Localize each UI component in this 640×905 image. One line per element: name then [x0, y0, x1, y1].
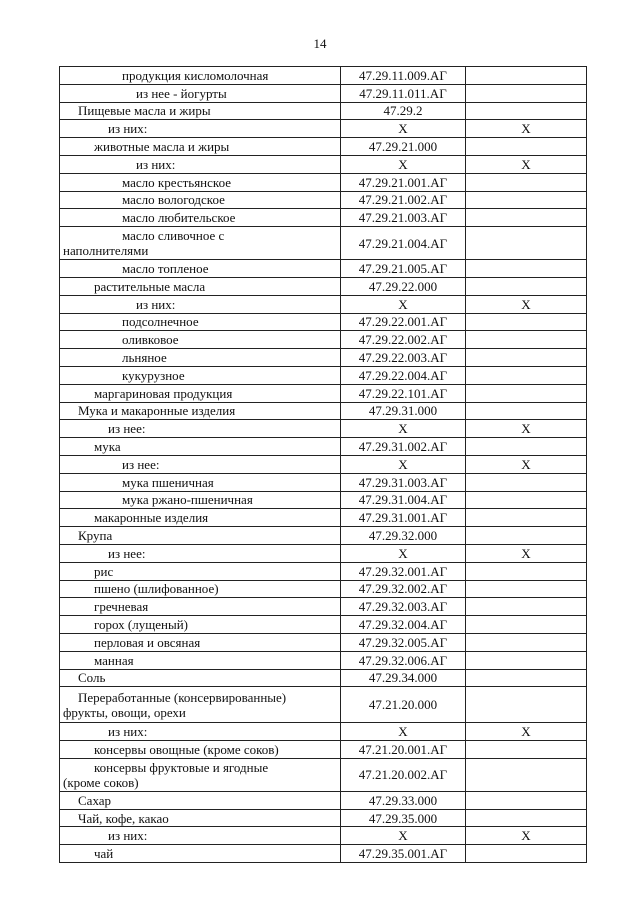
row-mark-cell	[466, 260, 587, 278]
row-name-cell	[60, 209, 341, 227]
row-name: Переработанные (консервированные)	[78, 689, 287, 705]
row-name-cell	[60, 544, 341, 562]
row-code-cell: 47.29.22.004.АГ	[341, 366, 466, 384]
row-code-cell: 47.29.35.000	[341, 809, 466, 827]
row-mark-cell	[466, 741, 587, 759]
row-code-cell: Х	[341, 544, 466, 562]
row-code-cell: 47.29.32.003.АГ	[341, 598, 466, 616]
row-name-cell	[60, 527, 341, 545]
row-code-cell: 47.29.21.004.АГ	[341, 227, 466, 260]
row-name-cell	[60, 420, 341, 438]
row-name-cell	[60, 633, 341, 651]
row-name-cell	[60, 845, 341, 863]
row-name-cell	[60, 616, 341, 634]
row-code-cell: 47.29.31.004.АГ	[341, 491, 466, 509]
row-code-cell: 47.29.22.000	[341, 277, 466, 295]
row-code-cell: Х	[341, 120, 466, 138]
row-code-cell: 47.29.32.002.АГ	[341, 580, 466, 598]
row-code-cell: 47.29.22.101.АГ	[341, 384, 466, 402]
row-code-cell: 47.29.31.000	[341, 402, 466, 420]
row-code-cell: 47.29.22.002.АГ	[341, 331, 466, 349]
row-code-cell: Х	[341, 155, 466, 173]
row-name: макаронные изделия	[94, 510, 209, 526]
row-name: из нее:	[108, 545, 146, 561]
row-name: масло любительское	[122, 210, 236, 226]
row-code-cell: 47.29.33.000	[341, 791, 466, 809]
table-row	[60, 758, 587, 791]
table-row	[60, 580, 587, 598]
row-mark-cell	[466, 366, 587, 384]
row-name-cell	[60, 138, 341, 156]
row-name: растительные масла	[94, 278, 206, 294]
row-name-cell	[60, 598, 341, 616]
row-name: Крупа	[78, 528, 113, 544]
row-name: мука ржано-пшеничная	[122, 492, 253, 508]
table-row	[60, 277, 587, 295]
row-name-cell	[60, 277, 341, 295]
row-name: Мука и макаронные изделия	[78, 403, 236, 419]
table-row	[60, 651, 587, 669]
row-code-cell: 47.29.31.002.АГ	[341, 438, 466, 456]
table-row	[60, 723, 587, 741]
table-row	[60, 845, 587, 863]
row-mark-cell	[466, 509, 587, 527]
table-row	[60, 155, 587, 173]
table-row	[60, 384, 587, 402]
row-name-cell	[60, 687, 341, 723]
row-code-cell: 47.29.31.001.АГ	[341, 509, 466, 527]
table-row	[60, 791, 587, 809]
table-row	[60, 349, 587, 367]
table-row	[60, 191, 587, 209]
row-name: пшено (шлифованное)	[94, 581, 219, 597]
table-row	[60, 544, 587, 562]
table-row	[60, 313, 587, 331]
row-name: маргариновая продукция	[94, 385, 233, 401]
row-name-cell	[60, 349, 341, 367]
row-name: горох (лущеный)	[94, 617, 189, 632]
table-row	[60, 616, 587, 634]
row-mark-cell	[466, 331, 587, 349]
table-row	[60, 402, 587, 420]
table-row	[60, 562, 587, 580]
row-mark-cell	[466, 491, 587, 509]
row-code-cell: Х	[341, 455, 466, 473]
row-name: из нее - йогурты	[136, 85, 227, 101]
row-mark-cell	[466, 349, 587, 367]
row-code-cell: 47.29.32.006.АГ	[341, 651, 466, 669]
table-row	[60, 67, 587, 85]
table-row	[60, 827, 587, 845]
row-code-cell: 47.29.32.004.АГ	[341, 616, 466, 634]
row-name-cell	[60, 491, 341, 509]
row-code-cell: 47.29.32.005.АГ	[341, 633, 466, 651]
row-name: мука пшеничная	[122, 474, 214, 490]
row-name: рис	[94, 563, 114, 579]
row-name: из них:	[108, 828, 148, 844]
row-name-cell	[60, 580, 341, 598]
row-name: масло топленое	[122, 261, 209, 277]
table-row	[60, 687, 587, 723]
row-code-cell: 47.21.20.000	[341, 687, 466, 723]
row-name-continuation: фрукты, овощи, орехи	[63, 704, 186, 720]
row-code-cell: Х	[341, 420, 466, 438]
row-name-continuation: наполнителями	[63, 243, 149, 259]
row-mark-cell: Х	[466, 155, 587, 173]
table-row	[60, 491, 587, 509]
row-name-cell	[60, 366, 341, 384]
row-name-cell	[60, 402, 341, 420]
row-code-cell: 47.29.31.003.АГ	[341, 473, 466, 491]
row-name-cell	[60, 313, 341, 331]
row-name: масло сливочное с	[122, 228, 225, 244]
row-code-cell: 47.29.35.001.АГ	[341, 845, 466, 863]
row-mark-cell	[466, 102, 587, 120]
row-name-cell	[60, 723, 341, 741]
row-mark-cell	[466, 562, 587, 580]
row-mark-cell	[466, 438, 587, 456]
row-name-cell	[60, 331, 341, 349]
row-name-cell	[60, 120, 341, 138]
row-code-cell: 47.29.32.000	[341, 527, 466, 545]
row-name-cell	[60, 84, 341, 102]
row-mark-cell: Х	[466, 723, 587, 741]
row-name-continuation: (кроме соков)	[63, 774, 139, 790]
table-row	[60, 420, 587, 438]
row-name-cell	[60, 295, 341, 313]
row-mark-cell: Х	[466, 455, 587, 473]
table-row	[60, 84, 587, 102]
row-name-cell	[60, 260, 341, 278]
table-row	[60, 741, 587, 759]
row-code-cell: 47.29.21.003.АГ	[341, 209, 466, 227]
row-name-cell	[60, 102, 341, 120]
table-row	[60, 120, 587, 138]
page-number: 14	[313, 36, 327, 51]
row-name-cell	[60, 651, 341, 669]
row-name: подсолнечное	[122, 314, 199, 330]
row-name: масло вологодское	[122, 192, 225, 208]
table-row	[60, 473, 587, 491]
row-name-cell	[60, 791, 341, 809]
row-name: кукурузное	[122, 367, 185, 383]
row-mark-cell	[466, 845, 587, 863]
row-mark-cell	[466, 277, 587, 295]
row-code-cell: 47.29.21.005.АГ	[341, 260, 466, 278]
row-code-cell: 47.29.32.001.АГ	[341, 562, 466, 580]
row-mark-cell	[466, 633, 587, 651]
table-row	[60, 260, 587, 278]
row-name: манная	[94, 652, 134, 668]
row-name-cell	[60, 827, 341, 845]
row-mark-cell	[466, 527, 587, 545]
row-mark-cell	[466, 209, 587, 227]
table-row	[60, 669, 587, 687]
row-name: льняное	[122, 350, 167, 366]
row-code-cell: 47.29.22.001.АГ	[341, 313, 466, 331]
table-row	[60, 173, 587, 191]
row-code-cell: 47.29.11.011.АГ	[341, 84, 466, 102]
row-mark-cell	[466, 84, 587, 102]
row-name-cell	[60, 67, 341, 85]
row-mark-cell	[466, 598, 587, 616]
table-row	[60, 295, 587, 313]
row-name: консервы овощные (кроме соков)	[94, 741, 279, 757]
row-code-cell: 47.29.34.000	[341, 669, 466, 687]
row-code-cell: 47.29.22.003.АГ	[341, 349, 466, 367]
table-row	[60, 455, 587, 473]
row-name: из них:	[108, 121, 148, 137]
row-name: гречневая	[94, 599, 149, 615]
row-mark-cell	[466, 758, 587, 791]
table-row	[60, 527, 587, 545]
row-mark-cell	[466, 384, 587, 402]
row-mark-cell	[466, 173, 587, 191]
row-mark-cell: Х	[466, 827, 587, 845]
row-mark-cell	[466, 580, 587, 598]
row-mark-cell: Х	[466, 295, 587, 313]
row-mark-cell	[466, 687, 587, 723]
row-code-cell: 47.29.21.002.АГ	[341, 191, 466, 209]
row-code-cell: Х	[341, 827, 466, 845]
row-name-cell	[60, 384, 341, 402]
row-code-cell: 47.29.11.009.АГ	[341, 67, 466, 85]
table-row	[60, 633, 587, 651]
row-mark-cell	[466, 651, 587, 669]
table-body	[60, 67, 587, 863]
row-mark-cell	[466, 313, 587, 331]
row-name: животные масла и жиры	[94, 139, 230, 155]
row-name-cell	[60, 562, 341, 580]
row-name: мука	[94, 439, 121, 455]
row-mark-cell	[466, 809, 587, 827]
row-name: консервы фруктовые и ягодные	[94, 759, 269, 775]
row-code-cell: 47.29.2	[341, 102, 466, 120]
row-mark-cell	[466, 191, 587, 209]
row-name: Пищевые масла и жиры	[78, 103, 211, 119]
table-row	[60, 138, 587, 156]
row-mark-cell	[466, 669, 587, 687]
row-name-cell	[60, 155, 341, 173]
row-name: чай	[94, 846, 114, 862]
row-name-cell	[60, 438, 341, 456]
row-code-cell: 47.21.20.001.АГ	[341, 741, 466, 759]
row-code-cell: 47.29.21.001.АГ	[341, 173, 466, 191]
table-row	[60, 366, 587, 384]
row-name: из них:	[108, 724, 148, 740]
row-mark-cell	[466, 67, 587, 85]
row-name: из нее:	[108, 421, 146, 437]
row-name-cell	[60, 227, 341, 260]
row-mark-cell: Х	[466, 120, 587, 138]
row-name: Сахар	[78, 792, 112, 808]
row-name-cell	[60, 509, 341, 527]
row-code-cell: Х	[341, 723, 466, 741]
row-code-cell: 47.29.21.000	[341, 138, 466, 156]
table-row	[60, 331, 587, 349]
row-code-cell: 47.21.20.002.АГ	[341, 758, 466, 791]
row-name-cell	[60, 455, 341, 473]
row-mark-cell: Х	[466, 544, 587, 562]
row-name-cell	[60, 173, 341, 191]
table-row	[60, 509, 587, 527]
row-mark-cell	[466, 227, 587, 260]
row-mark-cell	[466, 138, 587, 156]
row-code-cell: Х	[341, 295, 466, 313]
row-name-cell	[60, 669, 341, 687]
table-row	[60, 438, 587, 456]
row-name-cell	[60, 191, 341, 209]
row-name: перловая и овсяная	[94, 634, 201, 650]
row-mark-cell	[466, 402, 587, 420]
row-name-cell	[60, 809, 341, 827]
row-name-cell	[60, 741, 341, 759]
row-name-cell	[60, 758, 341, 791]
row-name: Соль	[78, 670, 106, 686]
row-mark-cell	[466, 791, 587, 809]
table-row	[60, 102, 587, 120]
row-mark-cell: Х	[466, 420, 587, 438]
row-name: из нее:	[122, 456, 160, 472]
row-name: Чай, кофе, какао	[78, 810, 169, 826]
row-name: продукция кисломолочная	[122, 67, 269, 83]
row-mark-cell	[466, 473, 587, 491]
table-row	[60, 209, 587, 227]
product-codes-table	[59, 66, 587, 863]
row-name: из них:	[136, 296, 176, 312]
row-mark-cell	[466, 616, 587, 634]
row-name-cell	[60, 473, 341, 491]
table-row	[60, 227, 587, 260]
row-name: оливковое	[122, 332, 179, 348]
row-name: из них:	[136, 156, 176, 172]
table-row	[60, 809, 587, 827]
table-row	[60, 598, 587, 616]
row-name: масло крестьянское	[122, 174, 231, 190]
